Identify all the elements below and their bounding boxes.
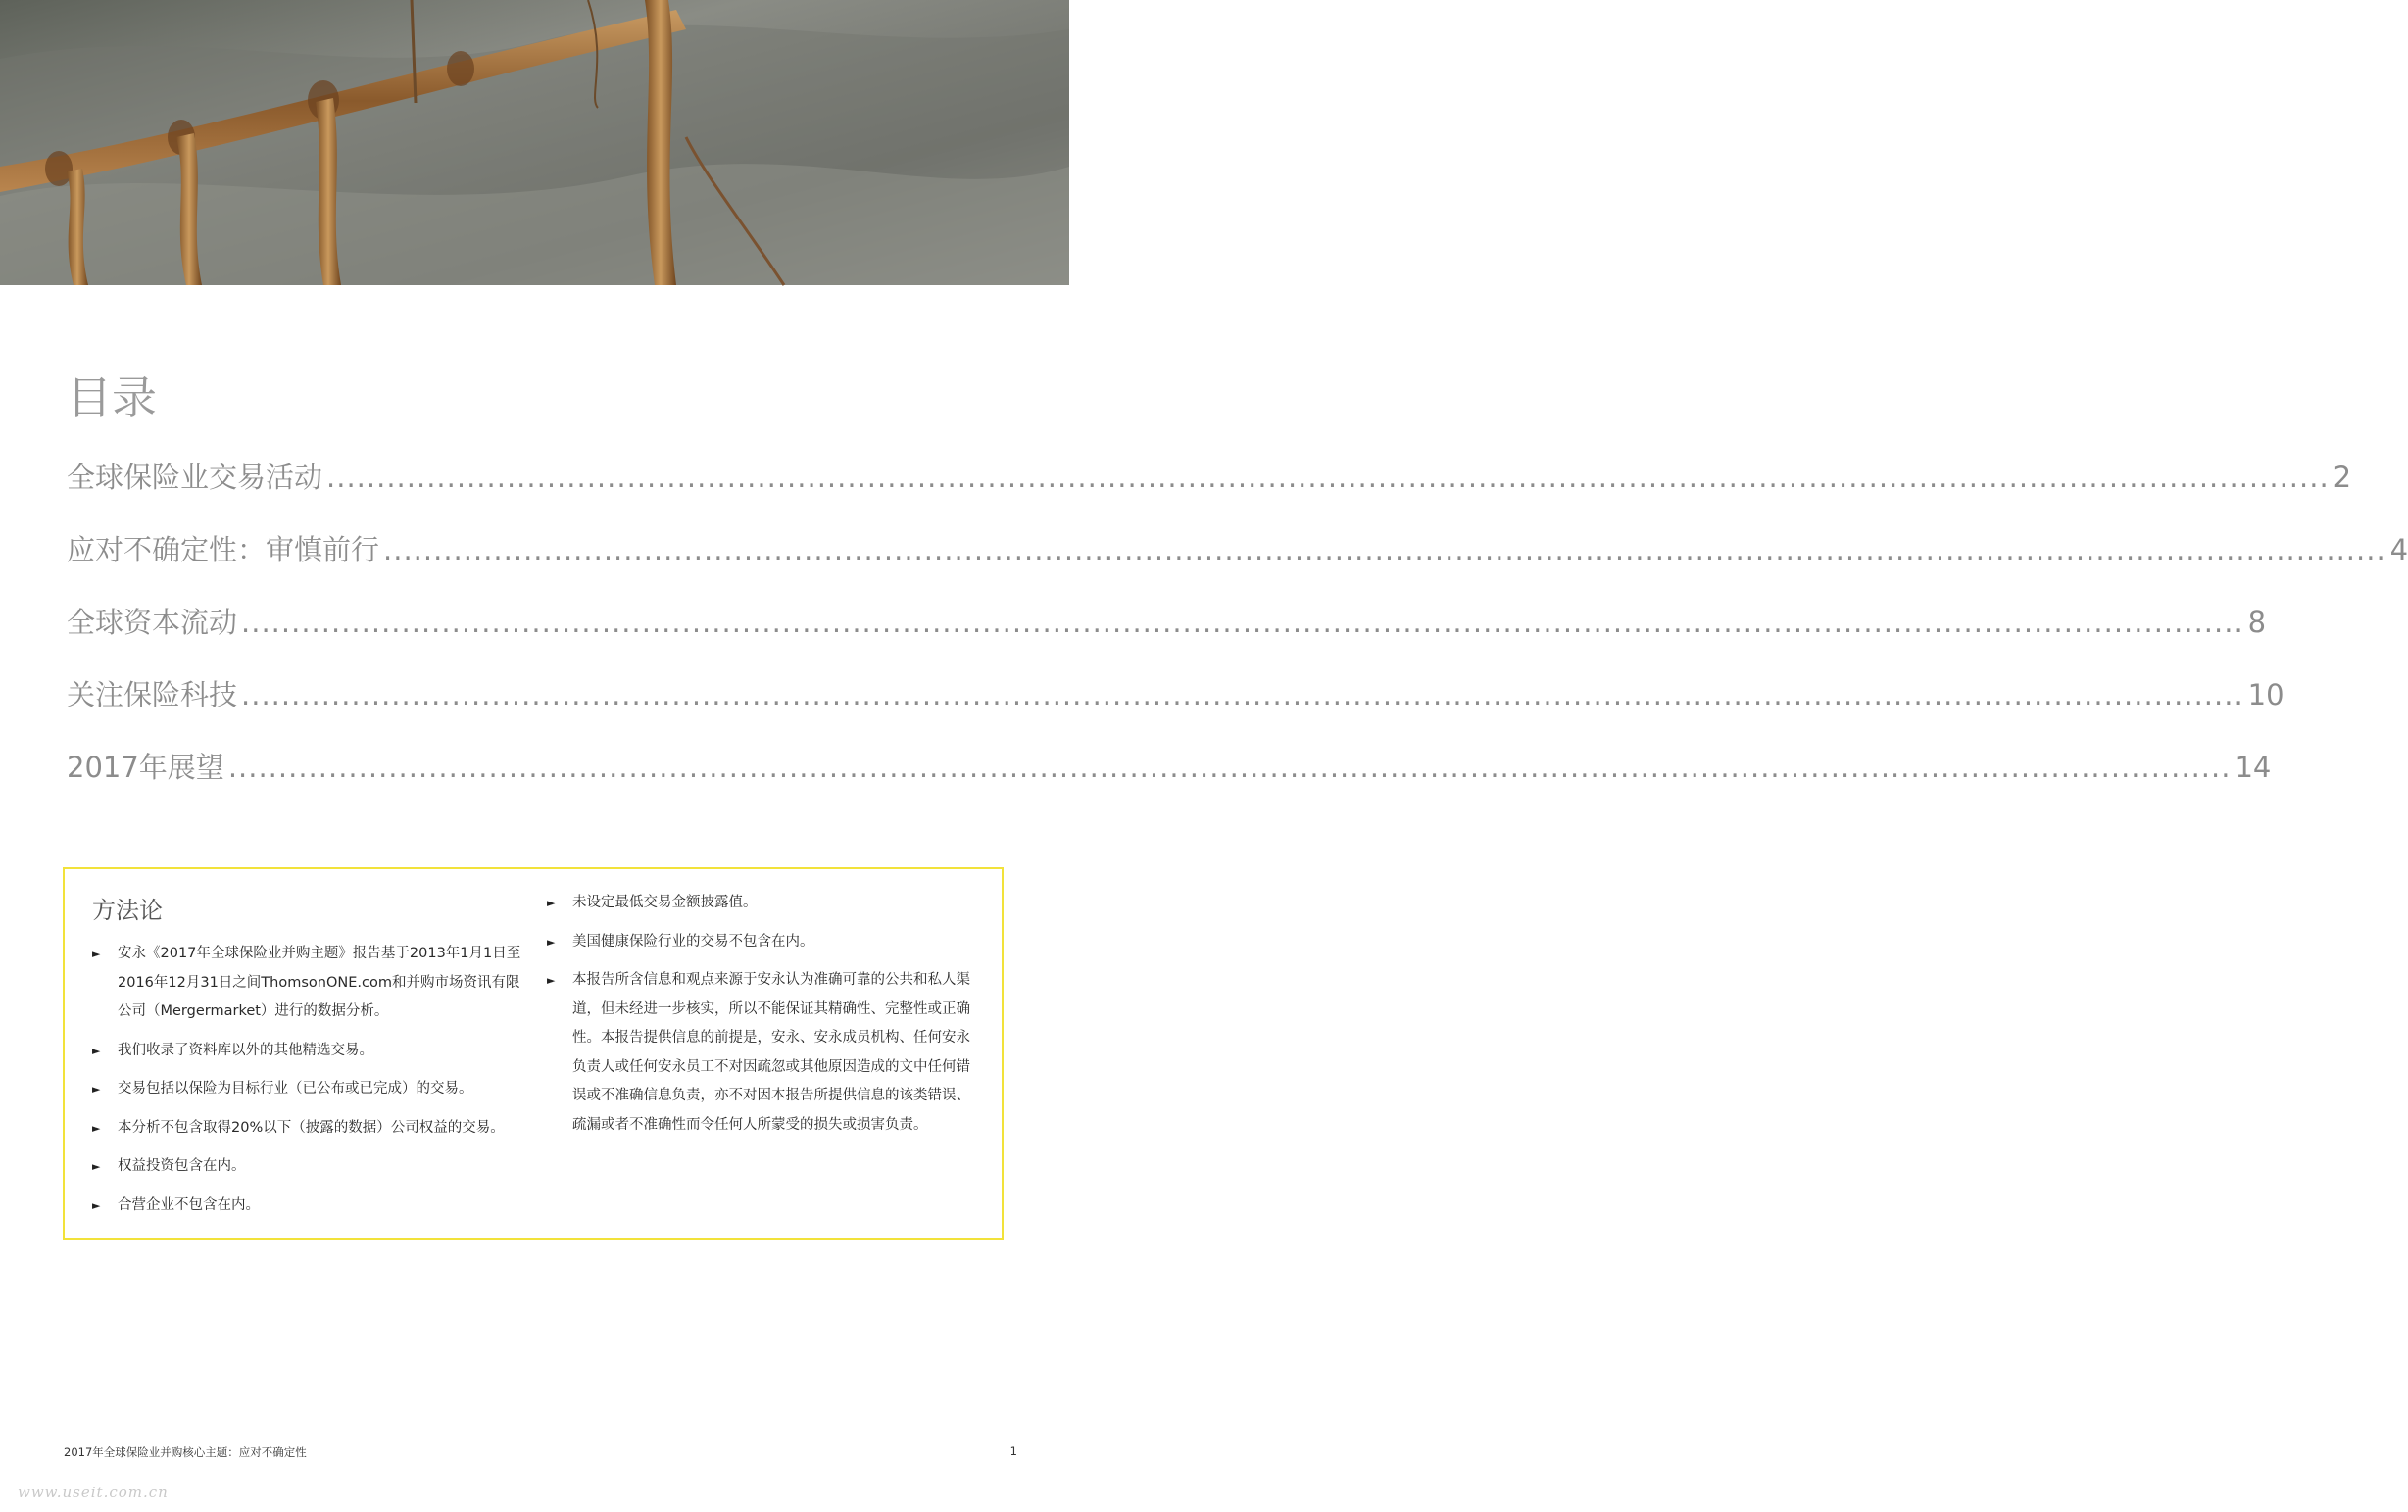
toc-leader-dots: ........................................................................................................................................................................................................ [241, 678, 2244, 711]
watermark: www.useit.com.cn [18, 1484, 169, 1501]
right-pointer-icon: ► [92, 948, 101, 960]
toc-heading: 目录 [67, 371, 157, 424]
methodology-list-right [547, 889, 978, 1149]
toc-entry[interactable] [67, 673, 2285, 746]
toc-entry-page: 4 [2389, 533, 2408, 566]
right-pointer-icon: ► [92, 1198, 101, 1212]
list-item-text: 合营企业不包含在内。 [118, 1196, 260, 1213]
right-pointer-icon: ► [92, 1121, 101, 1135]
page-number: 1 [1009, 1444, 1017, 1458]
methodology-title: 方法论 [92, 897, 163, 924]
list-item-text: 我们收录了资料库以外的其他精选交易。 [118, 1042, 373, 1058]
toc-entry[interactable] [67, 746, 2272, 818]
toc-entry-title: 关注保险科技 [67, 678, 238, 711]
right-pointer-icon: ► [547, 974, 556, 987]
right-pointer-icon: ► [92, 1044, 101, 1057]
toc-entry[interactable] [67, 601, 2267, 673]
toc-leader-dots: ........................................................................................................................................................................................................ [383, 533, 2386, 566]
toc-entry-title: 2017年展望 [67, 751, 224, 784]
right-pointer-icon: ► [547, 935, 556, 949]
right-pointer-icon: ► [92, 1160, 101, 1173]
methodology-list-left [92, 940, 527, 1230]
list-item-text: 未设定最低交易金额披露值。 [572, 895, 758, 910]
toc-entry-page: 14 [2235, 751, 2272, 784]
table-of-contents [67, 456, 2408, 818]
methodology-box [63, 867, 1004, 1240]
list-item [547, 928, 978, 957]
right-pointer-icon: ► [547, 897, 556, 909]
toc-entry-page: 10 [2247, 678, 2285, 711]
toc-leader-dots: ........................................................................................................................................................................................................ [241, 606, 2244, 639]
toc-entry-title: 全球资本流动 [67, 606, 238, 639]
toc-entry[interactable] [67, 528, 2408, 601]
list-item [92, 1075, 527, 1104]
toc-entry-title: 应对不确定性：审慎前行 [67, 533, 380, 566]
list-item-text: 本报告所含信息和观点来源于安永认为准确可靠的公共和私人渠道，但未经进一步核实，所以不能保证其精确性、完整性或正确性。本报告提供信息的前提是，安永、安永成员机构、任何安永负责人或任何安永员工不对因疏忽或其他原因造成的文中任何错误或不准确信息负责，亦不对因本报告所提供信息的该类错误、疏漏或者不准确性而令任何人所蒙受的损失或损害负责。 [572, 972, 970, 1133]
list-item [92, 940, 527, 1027]
toc-leader-dots: ........................................................................................................................................................................................................ [227, 751, 2232, 784]
list-item [92, 1192, 527, 1221]
footer-title: 2017年全球保险业并购核心主题：应对不确定性 [64, 1445, 307, 1459]
list-item-text: 本分析不包含取得20%以下（披露的数据）公司权益的交易。 [118, 1119, 505, 1136]
list-item [92, 1037, 527, 1066]
hero-image [0, 0, 1069, 285]
list-item-text: 安永《2017年全球保险业并购主题》报告基于2013年1月1日至2016年12月31日之间ThomsonONE.com和并购市场资讯有限公司（Mergermarket）进行的数据分析。 [118, 946, 521, 1019]
right-pointer-icon: ► [92, 1083, 101, 1096]
list-item [547, 889, 978, 918]
toc-entry-page: 8 [2247, 606, 2267, 639]
list-item [547, 966, 978, 1140]
list-item [92, 1114, 527, 1144]
list-item-text: 权益投资包含在内。 [118, 1158, 246, 1174]
toc-leader-dots: ........................................................................................................................................................................................................ [326, 461, 2330, 494]
list-item-text: 美国健康保险行业的交易不包含在内。 [572, 933, 814, 950]
toc-entry-page: 2 [2333, 461, 2352, 494]
list-item-text: 交易包括以保险为目标行业（已公布或已完成）的交易。 [118, 1081, 473, 1097]
toc-entry[interactable] [67, 456, 2352, 528]
list-item [92, 1152, 527, 1182]
toc-entry-title: 全球保险业交易活动 [67, 461, 323, 494]
